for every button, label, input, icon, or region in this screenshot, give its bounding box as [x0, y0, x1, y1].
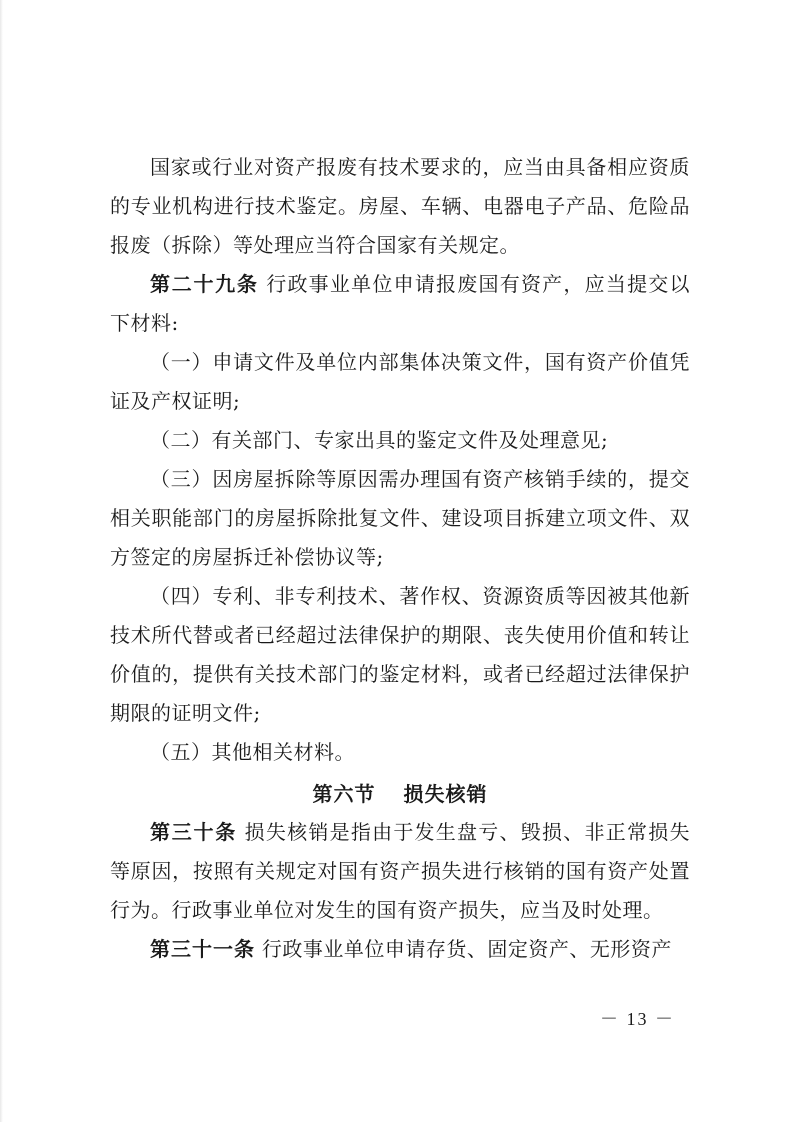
item-5-text: （五）其他相关材料。 — [150, 740, 355, 764]
item-1 — [110, 343, 690, 421]
scan-edge — [0, 0, 3, 1122]
article-30-number: 第三十条 — [150, 820, 237, 844]
article-30-text: 损失核销是指由于发生盘亏、毁损、非正常损失等原因，按照有关规定对国有资产损失进行核销的国有资产处置行为。行政事业单位对发生的国有资产损失，应当及时处理。 — [110, 820, 691, 922]
article-29 — [110, 265, 690, 343]
article-31-text: 行政事业单位申请存货、固定资产、无形资产 — [261, 937, 672, 961]
section-title: 损失核销 — [403, 782, 488, 806]
item-4-text: （四）专利、非专利技术、著作权、资源资质等因被其他新技术所代替或者已经超过法律保护的期限、丧失使用价值和转让价值的，提供有关技术部门的鉴定材料，或者已经超过法律保护期限的证明文件; — [110, 584, 690, 725]
page-number: － 13 － — [600, 1009, 675, 1029]
article-31 — [110, 930, 690, 969]
item-2 — [110, 421, 690, 460]
item-3 — [110, 460, 690, 577]
section-heading — [110, 775, 690, 814]
section-number: 第六节 — [312, 782, 376, 806]
article-29-text: 行政事业单位申请报废国有资产，应当提交以下材料: — [110, 272, 691, 335]
item-3-text: （三）因房屋拆除等原因需办理国有资产核销手续的，提交相关职能部门的房屋拆除批复文件、建设项目拆建立项文件、双方签定的房屋拆迁补偿协议等; — [110, 467, 690, 569]
item-5 — [110, 733, 690, 772]
article-31-number: 第三十一条 — [150, 937, 255, 961]
paragraph-1-text: 国家或行业对资产报废有技术要求的，应当由具备相应资质的专业机构进行技术鉴定。房屋、车辆、电器电子产品、危险品报废（拆除）等处理应当符合国家有关规定。 — [110, 155, 690, 257]
item-1-text: （一）申请文件及单位内部集体决策文件，国有资产价值凭证及产权证明; — [110, 350, 690, 413]
article-29-number: 第二十九条 — [150, 272, 259, 296]
article-30 — [110, 813, 690, 930]
item-2-text: （二）有关部门、专家出具的鉴定文件及处理意见; — [150, 428, 609, 452]
item-4 — [110, 577, 690, 733]
paragraph-1 — [110, 148, 690, 265]
